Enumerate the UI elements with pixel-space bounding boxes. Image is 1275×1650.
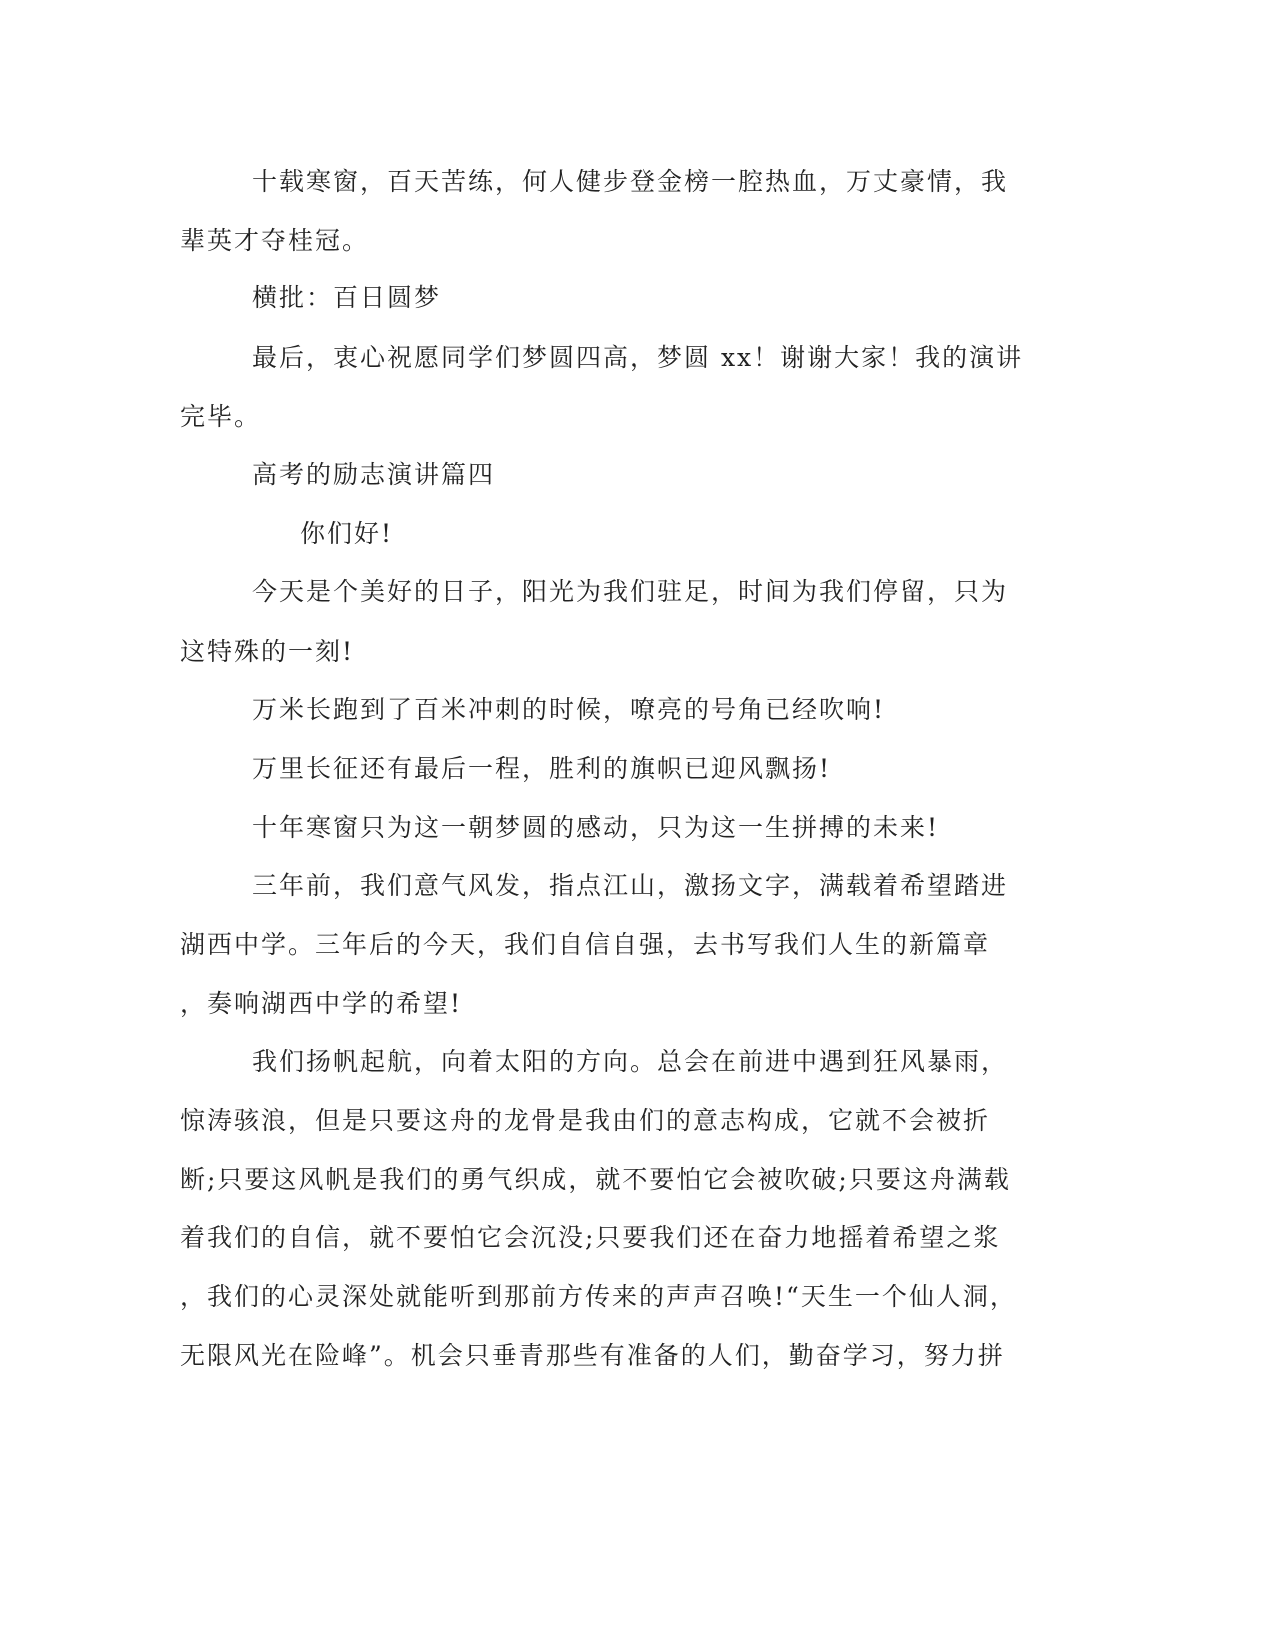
text-line: 十载寒窗，百天苦练，何人健步登金榜一腔热血，万丈豪情，我 — [252, 167, 1009, 196]
text-line: 万米长跑到了百米冲刺的时候，嘹亮的号角已经吹响! — [252, 695, 886, 724]
text-line: 最后，衷心祝愿同学们梦圆四高，梦圆 xx！谢谢大家！我的演讲 — [252, 343, 1024, 372]
text-line: 十年寒窗只为这一朝梦圆的感动，只为这一生拼搏的未来! — [252, 813, 940, 842]
section-heading: 高考的励志演讲篇四 — [252, 460, 496, 489]
text-line: 这特殊的一刻! — [180, 637, 355, 666]
text-line: ，奏响湖西中学的希望! — [180, 989, 463, 1018]
text-line: 惊涛骇浪，但是只要这舟的龙骨是我由们的意志构成，它就不会被折 — [180, 1106, 991, 1135]
text-line: 万里长征还有最后一程，胜利的旗帜已迎风飘扬! — [252, 754, 832, 783]
text-line: 湖西中学。三年后的今天，我们自信自强，去书写我们人生的新篇章 — [180, 930, 991, 959]
text-line: 完毕。 — [180, 402, 262, 431]
text-line: ，我们的心灵深处就能听到那前方传来的声声召唤!“天生一个仙人洞， — [180, 1282, 1017, 1311]
text-line: 你们好! — [300, 519, 394, 548]
text-line: 三年前，我们意气风发，指点江山，激扬文字，满载着希望踏进 — [252, 871, 1009, 900]
text-line: 断;只要这风帆是我们的勇气织成，就不要怕它会被吹破;只要这舟满载 — [180, 1165, 1011, 1194]
text-line: 无限风光在险峰”。机会只垂青那些有准备的人们，勤奋学习，努力拼 — [180, 1341, 1005, 1370]
text-line: 我们扬帆起航，向着太阳的方向。总会在前进中遇到狂风暴雨， — [252, 1047, 1009, 1076]
text-line: 着我们的自信，就不要怕它会沉没;只要我们还在奋力地摇着希望之浆 — [180, 1223, 1001, 1252]
text-line: 今天是个美好的日子，阳光为我们驻足，时间为我们停留，只为 — [252, 577, 1009, 606]
text-line: 横批：百日圆梦 — [252, 283, 442, 312]
text-line: 辈英才夺桂冠。 — [180, 226, 370, 255]
